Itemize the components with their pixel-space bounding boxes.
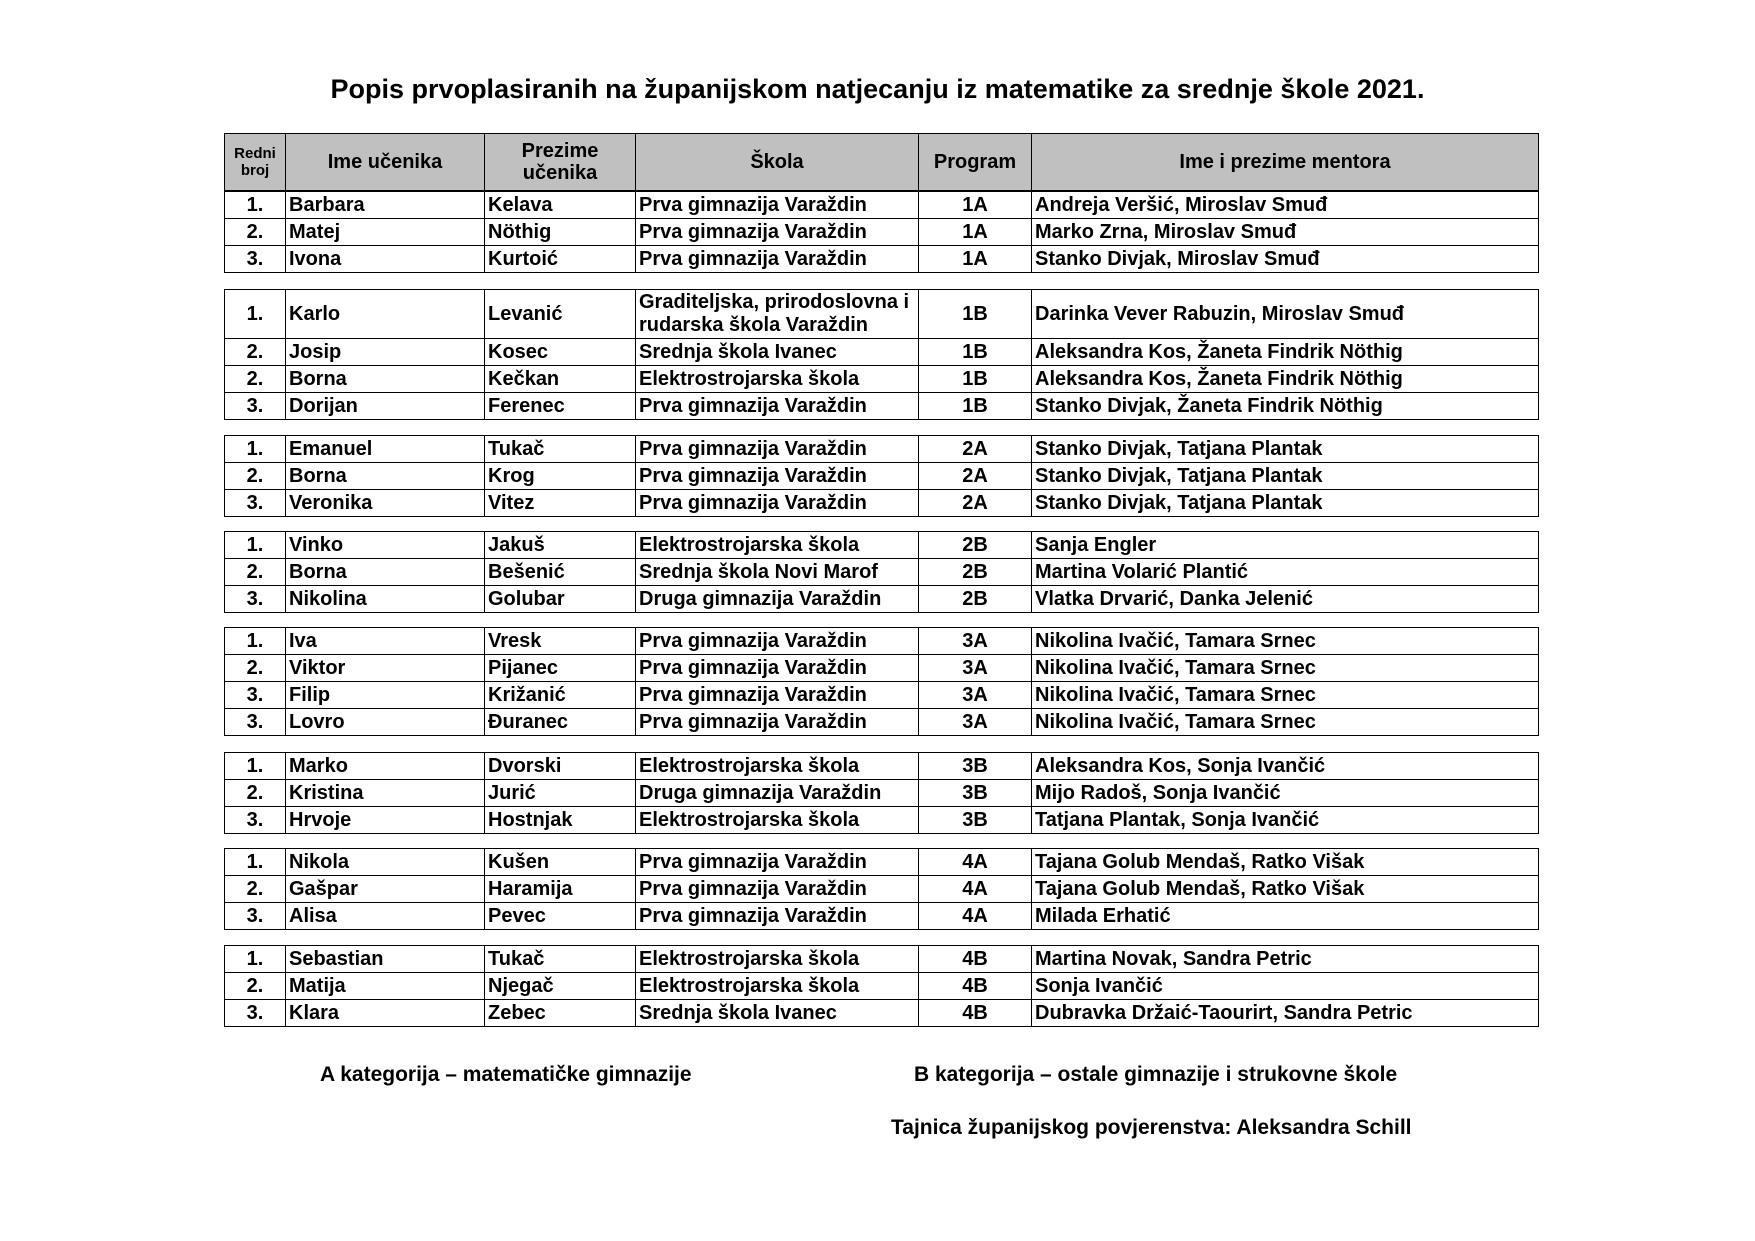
first-name-cell: Dorijan — [286, 393, 485, 420]
column-header-program: Program — [919, 134, 1032, 191]
last-name-cell: Ferenec — [485, 393, 636, 420]
first-name-cell: Nikola — [286, 849, 485, 876]
first-name-cell: Emanuel — [286, 436, 485, 463]
last-name-cell: Jurić — [485, 780, 636, 807]
mentor-cell: Stanko Divjak, Tatjana Plantak — [1032, 463, 1539, 490]
first-name-cell: Filip — [286, 682, 485, 709]
program-cell: 1A — [919, 219, 1032, 246]
category-a-note: A kategorija – matematičke gimnazije — [320, 1063, 692, 1086]
table-row — [225, 436, 1539, 463]
first-name-cell: Karlo — [286, 290, 485, 339]
table-row — [225, 339, 1539, 366]
mentor-cell: Tajana Golub Mendaš, Ratko Višak — [1032, 849, 1539, 876]
school-cell: Prva gimnazija Varaždin — [636, 219, 919, 246]
table-row — [225, 559, 1539, 586]
program-cell: 4B — [919, 946, 1032, 973]
last-name-cell: Vitez — [485, 490, 636, 517]
rank-cell: 1. — [225, 290, 286, 339]
last-name-cell: Jakuš — [485, 532, 636, 559]
results-group-table — [224, 752, 1539, 834]
rank-cell: 1. — [225, 946, 286, 973]
rank-cell: 3. — [225, 393, 286, 420]
last-name-cell: Kosec — [485, 339, 636, 366]
school-cell: Prva gimnazija Varaždin — [636, 436, 919, 463]
secretary-note: Tajnica županijskog povjerenstva: Aleksandra Schill — [891, 1116, 1412, 1139]
table-row — [225, 490, 1539, 517]
category-b-note: B kategorija – ostale gimnazije i strukovne škole — [914, 1063, 1398, 1086]
program-cell: 1A — [919, 192, 1032, 219]
last-name-cell: Kelava — [485, 192, 636, 219]
school-cell: Prva gimnazija Varaždin — [636, 393, 919, 420]
program-cell: 2B — [919, 559, 1032, 586]
school-cell: Prva gimnazija Varaždin — [636, 463, 919, 490]
rank-cell: 3. — [225, 709, 286, 736]
last-name-cell: Kušen — [485, 849, 636, 876]
school-cell: Prva gimnazija Varaždin — [636, 628, 919, 655]
rank-cell: 1. — [225, 753, 286, 780]
program-cell: 3A — [919, 709, 1032, 736]
last-name-cell: Zebec — [485, 1000, 636, 1027]
program-cell: 3B — [919, 780, 1032, 807]
rank-cell: 1. — [225, 532, 286, 559]
program-cell: 3A — [919, 682, 1032, 709]
mentor-cell: Marko Zrna, Miroslav Smuđ — [1032, 219, 1539, 246]
program-cell: 3B — [919, 753, 1032, 780]
table-row — [225, 246, 1539, 273]
mentor-cell: Milada Erhatić — [1032, 903, 1539, 930]
first-name-cell: Veronika — [286, 490, 485, 517]
rank-cell: 2. — [225, 973, 286, 1000]
mentor-cell: Tatjana Plantak, Sonja Ivančić — [1032, 807, 1539, 834]
table-row — [225, 780, 1539, 807]
mentor-cell: Nikolina Ivačić, Tamara Srnec — [1032, 628, 1539, 655]
first-name-cell: Alisa — [286, 903, 485, 930]
first-name-cell: Viktor — [286, 655, 485, 682]
table-row — [225, 946, 1539, 973]
school-cell: Srednja škola Ivanec — [636, 1000, 919, 1027]
rank-cell: 1. — [225, 192, 286, 219]
program-cell: 3A — [919, 655, 1032, 682]
last-name-cell: Njegač — [485, 973, 636, 1000]
last-name-cell: Bešenić — [485, 559, 636, 586]
first-name-cell: Iva — [286, 628, 485, 655]
school-cell: Elektrostrojarska škola — [636, 973, 919, 1000]
column-header-first-name: Ime učenika — [286, 134, 485, 191]
mentor-cell: Sonja Ivančić — [1032, 973, 1539, 1000]
program-cell: 2A — [919, 436, 1032, 463]
last-name-cell: Levanić — [485, 290, 636, 339]
school-cell: Prva gimnazija Varaždin — [636, 655, 919, 682]
table-row — [225, 532, 1539, 559]
last-name-cell: Dvorski — [485, 753, 636, 780]
table-row — [225, 192, 1539, 219]
mentor-cell: Tajana Golub Mendaš, Ratko Višak — [1032, 876, 1539, 903]
mentor-cell: Sanja Engler — [1032, 532, 1539, 559]
table-row — [225, 973, 1539, 1000]
mentor-cell: Andreja Veršić, Miroslav Smuđ — [1032, 192, 1539, 219]
results-group-table — [224, 627, 1539, 736]
table-row — [225, 393, 1539, 420]
last-name-cell: Tukač — [485, 946, 636, 973]
rank-cell: 3. — [225, 490, 286, 517]
program-cell: 1B — [919, 339, 1032, 366]
school-cell: Prva gimnazija Varaždin — [636, 876, 919, 903]
column-header-number: Redni broj — [225, 134, 286, 191]
rank-cell: 2. — [225, 876, 286, 903]
last-name-cell: Križanić — [485, 682, 636, 709]
program-cell: 3B — [919, 807, 1032, 834]
first-name-cell: Borna — [286, 366, 485, 393]
first-name-cell: Klara — [286, 1000, 485, 1027]
school-cell: Prva gimnazija Varaždin — [636, 490, 919, 517]
mentor-cell: Mijo Radoš, Sonja Ivančić — [1032, 780, 1539, 807]
last-name-cell: Nöthig — [485, 219, 636, 246]
rank-cell: 3. — [225, 586, 286, 613]
mentor-cell: Stanko Divjak, Tatjana Plantak — [1032, 490, 1539, 517]
program-cell: 2A — [919, 463, 1032, 490]
column-header-mentor: Ime i prezime mentora — [1032, 134, 1539, 191]
mentor-cell: Nikolina Ivačić, Tamara Srnec — [1032, 709, 1539, 736]
program-cell: 3A — [919, 628, 1032, 655]
rank-cell: 2. — [225, 366, 286, 393]
school-cell: Elektrostrojarska škola — [636, 366, 919, 393]
results-group-table — [224, 435, 1539, 517]
mentor-cell: Aleksandra Kos, Žaneta Findrik Nöthig — [1032, 339, 1539, 366]
program-cell: 2B — [919, 586, 1032, 613]
first-name-cell: Matej — [286, 219, 485, 246]
school-cell: Graditeljska, prirodoslovna i rudarska škola Varaždin — [636, 290, 919, 339]
school-cell: Druga gimnazija Varaždin — [636, 586, 919, 613]
mentor-cell: Vlatka Drvarić, Danka Jelenić — [1032, 586, 1539, 613]
school-cell: Prva gimnazija Varaždin — [636, 849, 919, 876]
column-header-last-name: Prezime učenika — [485, 134, 636, 191]
table-row — [225, 709, 1539, 736]
table-row — [225, 628, 1539, 655]
rank-cell: 1. — [225, 628, 286, 655]
last-name-cell: Kečkan — [485, 366, 636, 393]
last-name-cell: Haramija — [485, 876, 636, 903]
school-cell: Prva gimnazija Varaždin — [636, 246, 919, 273]
mentor-cell: Aleksandra Kos, Žaneta Findrik Nöthig — [1032, 366, 1539, 393]
rank-cell: 3. — [225, 1000, 286, 1027]
table-row — [225, 366, 1539, 393]
last-name-cell: Đuranec — [485, 709, 636, 736]
page-title: Popis prvoplasiranih na županijskom natjecanju iz matematike za srednje škole 2021. — [330, 74, 1425, 104]
school-cell: Srednja škola Novi Marof — [636, 559, 919, 586]
table-row — [225, 1000, 1539, 1027]
school-cell: Elektrostrojarska škola — [636, 753, 919, 780]
school-cell: Prva gimnazija Varaždin — [636, 709, 919, 736]
school-cell: Elektrostrojarska škola — [636, 807, 919, 834]
rank-cell: 3. — [225, 246, 286, 273]
school-cell: Elektrostrojarska škola — [636, 946, 919, 973]
last-name-cell: Hostnjak — [485, 807, 636, 834]
mentor-cell: Aleksandra Kos, Sonja Ivančić — [1032, 753, 1539, 780]
program-cell: 1A — [919, 246, 1032, 273]
table-row — [225, 876, 1539, 903]
first-name-cell: Gašpar — [286, 876, 485, 903]
results-group-table — [224, 289, 1539, 420]
first-name-cell: Sebastian — [286, 946, 485, 973]
first-name-cell: Nikolina — [286, 586, 485, 613]
table-row — [225, 807, 1539, 834]
first-name-cell: Lovro — [286, 709, 485, 736]
program-cell: 4B — [919, 1000, 1032, 1027]
rank-cell: 2. — [225, 463, 286, 490]
table-row — [225, 903, 1539, 930]
mentor-cell: Stanko Divjak, Tatjana Plantak — [1032, 436, 1539, 463]
rank-cell: 2. — [225, 655, 286, 682]
first-name-cell: Kristina — [286, 780, 485, 807]
table-row — [225, 290, 1539, 339]
last-name-cell: Pevec — [485, 903, 636, 930]
rank-cell: 3. — [225, 807, 286, 834]
first-name-cell: Barbara — [286, 192, 485, 219]
program-cell: 4A — [919, 903, 1032, 930]
table-row — [225, 753, 1539, 780]
rank-cell: 2. — [225, 780, 286, 807]
mentor-cell: Stanko Divjak, Žaneta Findrik Nöthig — [1032, 393, 1539, 420]
mentor-cell: Nikolina Ivačić, Tamara Srnec — [1032, 655, 1539, 682]
rank-cell: 2. — [225, 559, 286, 586]
program-cell: 2B — [919, 532, 1032, 559]
results-group-table — [224, 848, 1539, 930]
results-group-table — [224, 191, 1539, 273]
last-name-cell: Tukač — [485, 436, 636, 463]
table-row — [225, 655, 1539, 682]
last-name-cell: Vresk — [485, 628, 636, 655]
table-row — [225, 463, 1539, 490]
last-name-cell: Krog — [485, 463, 636, 490]
rank-cell: 1. — [225, 849, 286, 876]
first-name-cell: Hrvoje — [286, 807, 485, 834]
last-name-cell: Pijanec — [485, 655, 636, 682]
first-name-cell: Borna — [286, 463, 485, 490]
mentor-cell: Martina Novak, Sandra Petric — [1032, 946, 1539, 973]
program-cell: 4B — [919, 973, 1032, 1000]
last-name-cell: Golubar — [485, 586, 636, 613]
rank-cell: 2. — [225, 219, 286, 246]
school-cell: Prva gimnazija Varaždin — [636, 192, 919, 219]
table-row — [225, 219, 1539, 246]
mentor-cell: Nikolina Ivačić, Tamara Srnec — [1032, 682, 1539, 709]
table-row — [225, 682, 1539, 709]
results-group-table — [224, 531, 1539, 613]
first-name-cell: Borna — [286, 559, 485, 586]
mentor-cell: Stanko Divjak, Miroslav Smuđ — [1032, 246, 1539, 273]
school-cell: Srednja škola Ivanec — [636, 339, 919, 366]
first-name-cell: Ivona — [286, 246, 485, 273]
school-cell: Prva gimnazija Varaždin — [636, 682, 919, 709]
first-name-cell: Marko — [286, 753, 485, 780]
program-cell: 1B — [919, 366, 1032, 393]
school-cell: Prva gimnazija Varaždin — [636, 903, 919, 930]
column-header-school: Škola — [636, 134, 919, 191]
first-name-cell: Matija — [286, 973, 485, 1000]
school-cell: Elektrostrojarska škola — [636, 532, 919, 559]
first-name-cell: Josip — [286, 339, 485, 366]
table-row — [225, 586, 1539, 613]
program-cell: 4A — [919, 849, 1032, 876]
mentor-cell: Dubravka Držaić-Taourirt, Sandra Petric — [1032, 1000, 1539, 1027]
last-name-cell: Kurtoić — [485, 246, 636, 273]
program-cell: 2A — [919, 490, 1032, 517]
first-name-cell: Vinko — [286, 532, 485, 559]
program-cell: 4A — [919, 876, 1032, 903]
rank-cell: 3. — [225, 903, 286, 930]
table-row — [225, 849, 1539, 876]
rank-cell: 2. — [225, 339, 286, 366]
program-cell: 1B — [919, 290, 1032, 339]
rank-cell: 1. — [225, 436, 286, 463]
program-cell: 1B — [919, 393, 1032, 420]
results-group-table — [224, 945, 1539, 1027]
rank-cell: 3. — [225, 682, 286, 709]
mentor-cell: Martina Volarić Plantić — [1032, 559, 1539, 586]
results-table-header — [224, 133, 1539, 191]
school-cell: Druga gimnazija Varaždin — [636, 780, 919, 807]
mentor-cell: Darinka Vever Rabuzin, Miroslav Smuđ — [1032, 290, 1539, 339]
